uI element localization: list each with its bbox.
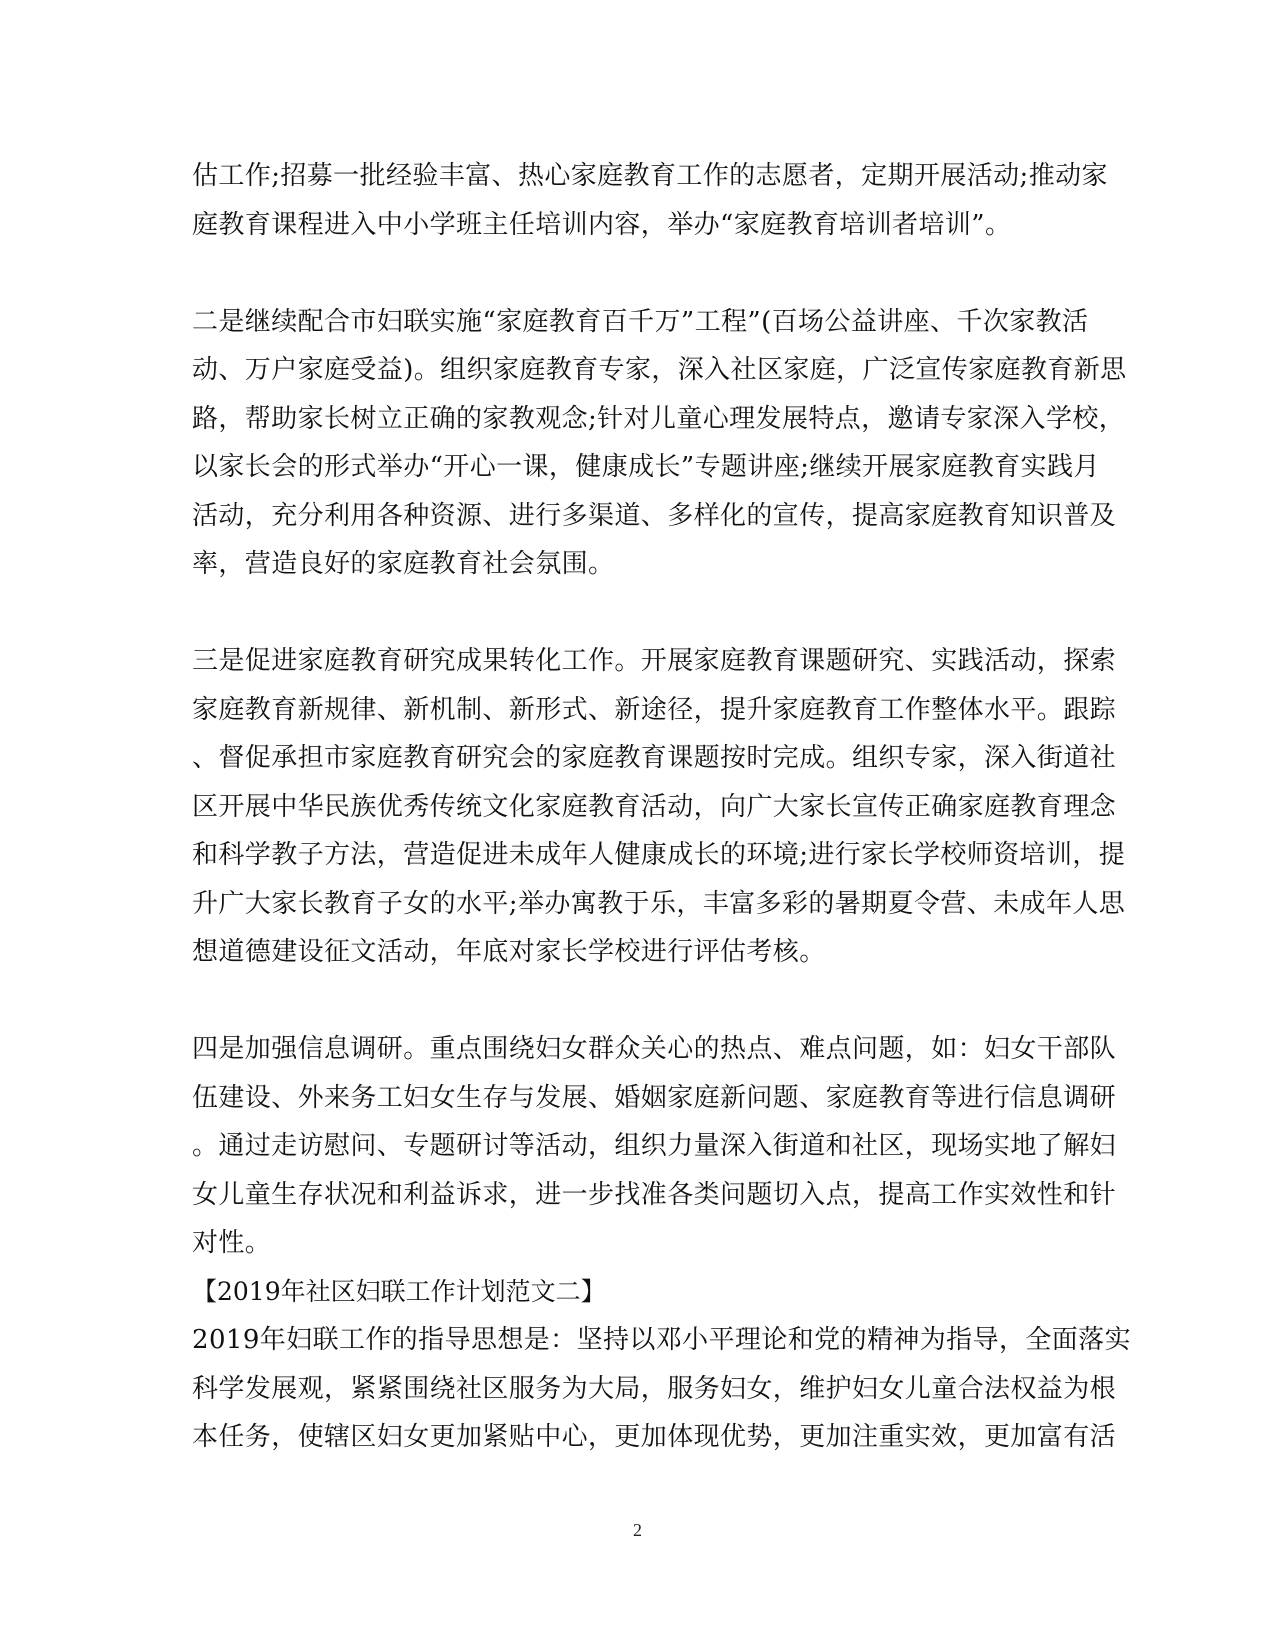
section-heading: 【2019年社区妇联工作计划范文二】: [192, 1276, 606, 1306]
page-number: 2: [633, 1520, 642, 1540]
text-line: 率，营造良好的家庭教育社会氛围。: [192, 549, 615, 579]
document-body: [192, 152, 1131, 1462]
text-line: 、督促承担市家庭教育研究会的家庭教育课题按时完成。组织专家，深入街道社: [192, 743, 1117, 773]
text-line: 对性。: [192, 1228, 272, 1258]
text-line: 路，帮助家长树立正确的家教观念;针对儿童心理发展特点，邀请专家深入学校，: [192, 403, 1126, 434]
paragraph-4: [192, 1025, 1117, 1268]
paragraph-1: [192, 152, 1108, 249]
text-line: 估工作;招募一批经验丰富、热心家庭教育工作的志愿者，定期开展活动;推动家: [192, 161, 1108, 191]
text-line: 伍建设、外来务工妇女生存与发展、婚姻家庭新问题、家庭教育等进行信息调研: [192, 1082, 1117, 1113]
paragraph-5: [192, 1316, 1131, 1462]
text-line: 女儿童生存状况和利益诉求，进一步找准各类问题切入点，提高工作实效性和针: [192, 1179, 1117, 1210]
paragraph-3: [192, 637, 1126, 977]
text-line: 庭教育课程进入中小学班主任培训内容，举办“家庭教育培训者培训”。: [192, 209, 1012, 240]
text-line: 活动，充分利用各种资源、进行多渠道、多样化的宣传，提高家庭教育知识普及: [192, 500, 1117, 531]
text-line: 二是继续配合市妇联实施“家庭教育百千万”工程”(百场公益讲座、千次家教活: [192, 306, 1089, 337]
text-line: 以家长会的形式举办“开心一课，健康成长”专题讲座;继续开展家庭教育实践月: [192, 452, 1100, 482]
paragraph-2: [192, 298, 1127, 589]
text-line: 三是促进家庭教育研究成果转化工作。开展家庭教育课题研究、实践活动，探索: [192, 646, 1117, 676]
text-line: 和科学教子方法，营造促进未成年人健康成长的环境;进行家长学校师资培训，提: [192, 840, 1126, 870]
text-line: 动、万户家庭受益)。组织家庭教育专家，深入社区家庭，广泛宣传家庭教育新思: [192, 355, 1127, 385]
text-line: 四是加强信息调研。重点围绕妇女群众关心的热点、难点问题，如：妇女干部队: [192, 1034, 1117, 1064]
text-line: 家庭教育新规律、新机制、新形式、新途径，提升家庭教育工作整体水平。跟踪: [192, 694, 1117, 725]
paragraph-spacer: [192, 589, 1092, 638]
text-line: 升广大家长教育子女的水平;举办寓教于乐，丰富多彩的暑期夏令营、未成年人思: [192, 888, 1126, 919]
text-line: 想道德建设征文活动，年底对家长学校进行评估考核。: [192, 937, 826, 967]
text-line: 科学发展观，紧紧围绕社区服务为大局，服务妇女，维护妇女儿童合法权益为根: [192, 1373, 1117, 1404]
text-line: 本任务，使辖区妇女更加紧贴中心，更加体现优势，更加注重实效，更加富有活: [192, 1422, 1117, 1452]
text-line: 2019年妇联工作的指导思想是：坚持以邓小平理论和党的精神为指导，全面落实: [192, 1325, 1131, 1355]
paragraph-spacer: [192, 249, 1092, 298]
paragraph-spacer: [192, 977, 1092, 1026]
text-line: 区开展中华民族优秀传统文化家庭教育活动，向广大家长宣传正确家庭教育理念: [192, 791, 1117, 822]
text-line: 。通过走访慰问、专题研讨等活动，组织力量深入街道和社区，现场实地了解妇: [192, 1131, 1117, 1161]
